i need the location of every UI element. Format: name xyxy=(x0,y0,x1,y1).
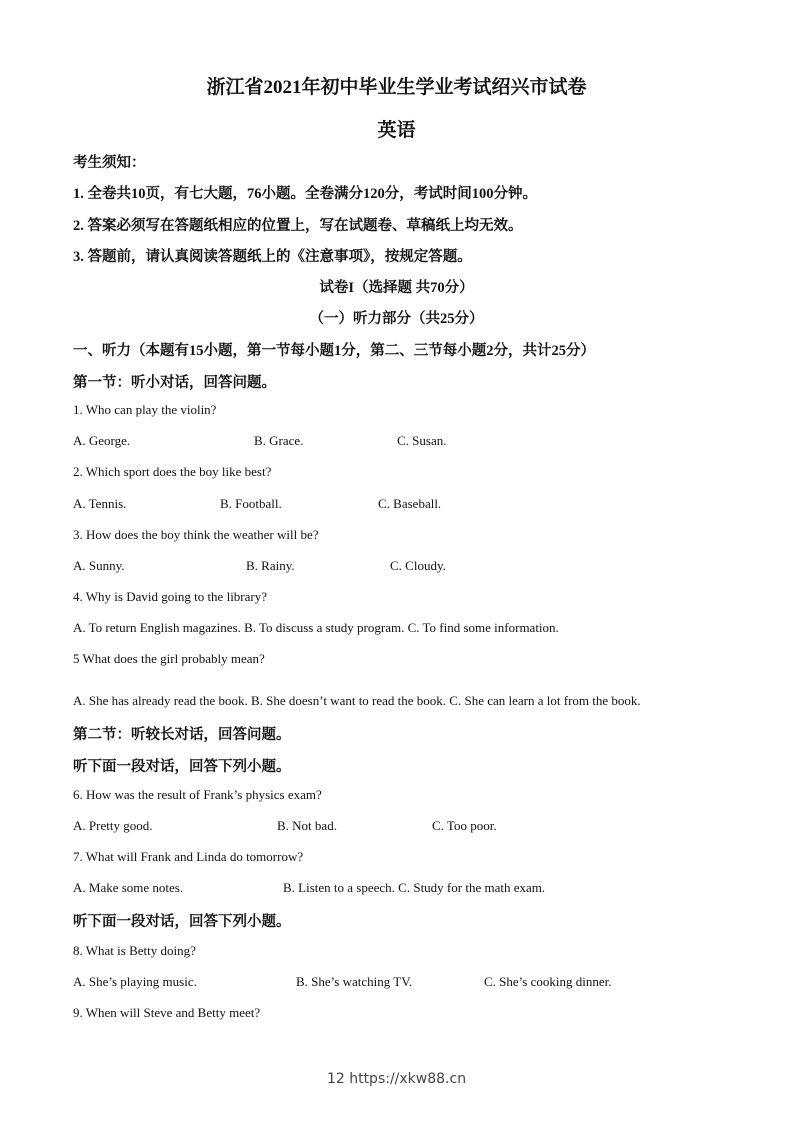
part-heading: （一）听力部分（共25分） xyxy=(309,311,484,327)
question-2: 2. Which sport does the boy like best? xyxy=(73,464,272,479)
q6-option-b: B. Not bad. xyxy=(277,818,337,833)
question-3: 3. How does the boy think the weather will be? xyxy=(73,527,319,542)
q8-option-c: C. She’s cooking dinner. xyxy=(484,974,612,989)
q1-option-a: A. George. xyxy=(73,433,131,448)
sub-section-2-heading: 第二节：听较长对话，回答问题。 xyxy=(73,727,291,743)
q1-option-c: C. Susan. xyxy=(397,433,447,448)
notice-heading: 考生须知： xyxy=(73,155,146,171)
paper-heading: 试卷I（选择题 共70分） xyxy=(319,280,474,296)
q2-option-c: C. Baseball. xyxy=(378,496,442,511)
q8-option-b: B. She’s watching TV. xyxy=(296,974,413,989)
question-7: 7. What will Frank and Linda do tomorrow? xyxy=(73,849,304,864)
dialogue-instruction-2: 听下面一段对话，回答下列小题。 xyxy=(73,914,291,930)
question-1: 1. Who can play the violin? xyxy=(73,402,217,417)
q3-option-a: A. Sunny. xyxy=(73,558,125,573)
exam-subject: 英语 xyxy=(377,120,416,141)
sub-section-1-heading: 第一节：听小对话，回答问题。 xyxy=(73,375,276,391)
notice-item-3: 3. 答题前，请认真阅读答题纸上的《注意事项》，按规定答题。 xyxy=(73,249,472,265)
q3-option-b: B. Rainy. xyxy=(246,558,295,573)
q4-options: A. To return English magazines. B. To discuss a study program. C. To find some information. xyxy=(73,620,559,635)
question-5: 5 What does the girl probably mean? xyxy=(73,651,265,666)
question-4: 4. Why is David going to the library? xyxy=(73,589,268,604)
page-footer: 12 https://xkw88.cn xyxy=(326,1071,467,1087)
section-listening-heading: 一、听力（本题有15小题，第一节每小题1分，第二、三节每小题2分，共计25分） xyxy=(73,343,595,359)
question-6: 6. How was the result of Frank’s physics exam? xyxy=(73,787,322,802)
question-8: 8. What is Betty doing? xyxy=(73,943,196,958)
q6-option-c: C. Too poor. xyxy=(432,818,497,833)
q5-options: A. She has already read the book. B. She doesn’t want to read the book. C. She can learn a lot from the book. xyxy=(73,693,641,708)
exam-title: 浙江省2021年初中毕业生学业考试绍兴市试卷 xyxy=(206,77,587,98)
q2-option-a: A. Tennis. xyxy=(73,496,127,511)
q7-option-a: A. Make some notes. xyxy=(73,880,184,895)
q8-option-a: A. She’s playing music. xyxy=(73,974,197,989)
q1-option-b: B. Grace. xyxy=(254,433,304,448)
q6-option-a: A. Pretty good. xyxy=(73,818,153,833)
q3-option-c: C. Cloudy. xyxy=(390,558,446,573)
question-9: 9. When will Steve and Betty meet? xyxy=(73,1005,261,1020)
dialogue-instruction-1: 听下面一段对话，回答下列小题。 xyxy=(73,759,291,775)
notice-item-2: 2. 答案必须写在答题纸相应的位置上，写在试题卷、草稿纸上均无效。 xyxy=(73,218,523,234)
q2-option-b: B. Football. xyxy=(220,496,282,511)
q7-options-bc: B. Listen to a speech. C. Study for the math exam. xyxy=(283,880,546,895)
notice-item-1: 1. 全卷共10页，有七大题，76小题。全卷满分120分，考试时间100分钟。 xyxy=(73,186,537,202)
